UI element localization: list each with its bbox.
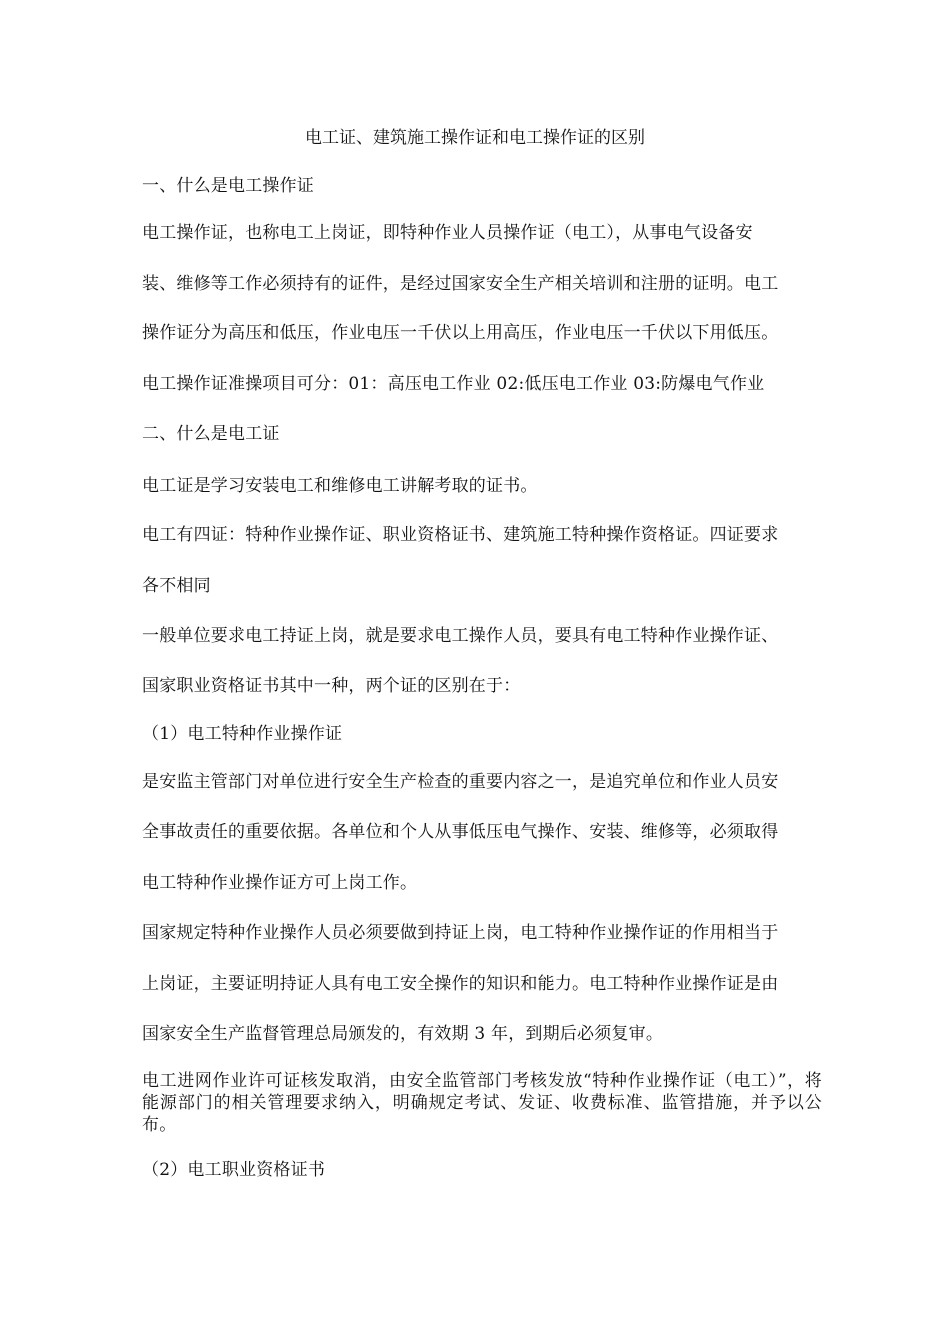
paragraph-line: 国家安全生产监督管理总局颁发的，有效期 3 年，到期后必须复审。 <box>142 1024 664 1044</box>
paragraph-line: 装、维修等工作必须持有的证件，是经过国家安全生产相关培训和注册的证明。电工 <box>142 274 779 294</box>
paragraph-line: 是安监主管部门对单位进行安全生产检查的重要内容之一，是追究单位和作业人员安 <box>142 772 779 792</box>
paragraph-line: 国家规定特种作业操作人员必须要做到持证上岗，电工特种作业操作证的作用相当于 <box>142 923 779 943</box>
paragraph-line: 操作证分为高压和低压，作业电压一千伏以上用高压，作业电压一千伏以下用低压。 <box>142 323 779 343</box>
paragraph-line: 电工证是学习安装电工和维修电工讲解考取的证书。 <box>142 476 538 496</box>
subheading-2: （2）电工职业资格证书 <box>142 1160 326 1180</box>
document-title: 电工证、建筑施工操作证和电工操作证的区别 <box>305 128 645 148</box>
wrapped-paragraph: 电工进网作业许可证核发取消，由安全监管部门考核发放“特种作业操作证（电工）”，将能源部门的相关管理要求纳入，明确规定考试、发证、收费标准、监管措施，并予以公布。 <box>142 1071 822 1135</box>
paragraph-line: 全事故责任的重要依据。各单位和个人从事低压电气操作、安装、维修等，必须取得 <box>142 822 779 842</box>
paragraph-line: 电工操作证，也称电工上岗证，即特种作业人员操作证（电工），从事电气设备安 <box>142 223 753 243</box>
paragraph-line: 一般单位要求电工持证上岗，就是要求电工操作人员，要具有电工特种作业操作证、 <box>142 626 779 646</box>
paragraph-line: 电工操作证准操项目可分：01：高压电工作业 02:低压电工作业 03:防爆电气作业 <box>142 374 765 394</box>
paragraph-line: 上岗证，主要证明持证人具有电工安全操作的知识和能力。电工特种作业操作证是由 <box>142 974 779 994</box>
subheading-1: （1）电工特种作业操作证 <box>142 724 343 744</box>
section-heading-1: 一、什么是电工操作证 <box>142 176 314 196</box>
section-heading-2: 二、什么是电工证 <box>142 424 280 444</box>
paragraph-line: 各不相同 <box>142 576 211 596</box>
paragraph-line: 电工特种作业操作证方可上岗工作。 <box>142 873 418 893</box>
paragraph-line: 国家职业资格证书其中一种，两个证的区别在于： <box>142 676 521 696</box>
paragraph-line: 电工有四证：特种作业操作证、职业资格证书、建筑施工特种操作资格证。四证要求 <box>142 525 779 545</box>
